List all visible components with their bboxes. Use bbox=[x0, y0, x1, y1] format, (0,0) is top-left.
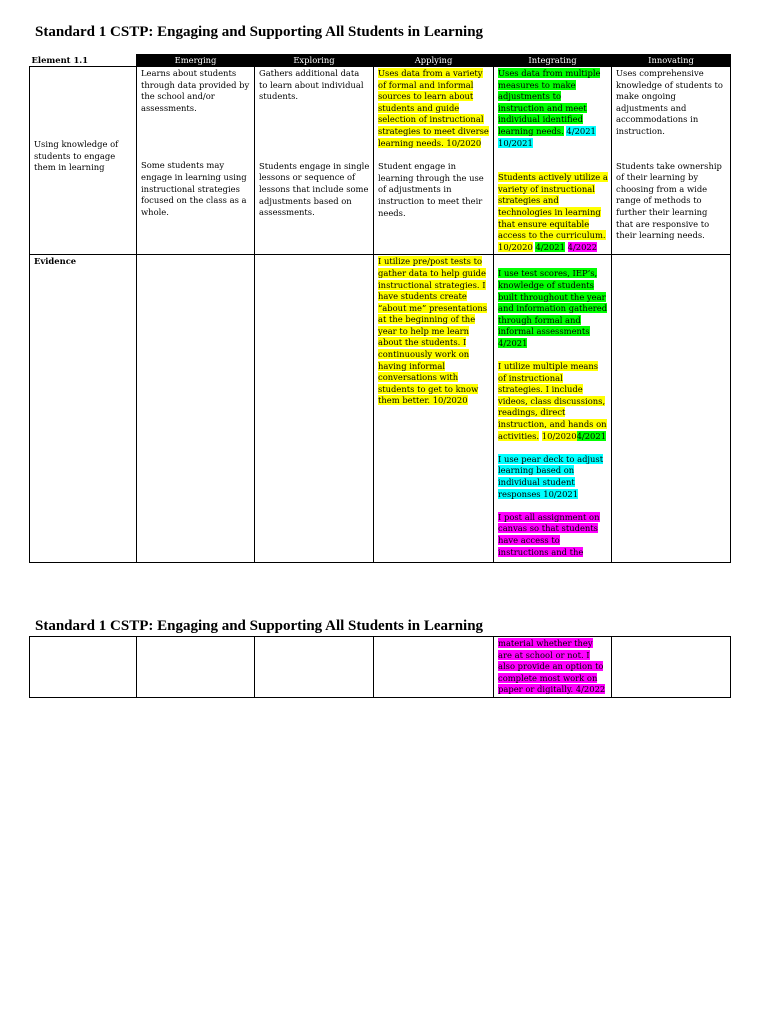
integrating-date-10-2020: 10/2020 bbox=[498, 241, 533, 252]
element-label: Element 1.1 bbox=[30, 55, 137, 67]
evidence-innovating-cell bbox=[612, 255, 731, 563]
evidence-emerging-cell bbox=[137, 255, 255, 563]
column-header-integrating: Integrating bbox=[494, 55, 612, 67]
innovating-cell bbox=[612, 67, 731, 255]
page-title-continued: Standard 1 CSTP: Engaging and Supporting All Students in Learning bbox=[35, 618, 484, 634]
evidence-applying-text: I utilize pre/post tests to gather data to help guide instructional strategies. I have students create “about me” presentations at the beginning of the year to help me learn about the students. I continuously work on having informal conversations with students to get to know them better. 10/2020 bbox=[378, 256, 488, 406]
integrating-date-4-2021: 4/2021 bbox=[566, 125, 596, 136]
continued-exploring-cell bbox=[255, 637, 374, 698]
evidence-exploring-cell bbox=[255, 255, 374, 563]
standard-table-continued bbox=[29, 636, 731, 698]
column-header-exploring: Exploring bbox=[255, 55, 374, 67]
innovating-description: Uses comprehensive knowledge of students to make ongoing adjustments and accommodations in instruction. bbox=[616, 68, 723, 136]
evidence-integrating-canvas: I post all assignment on canvas so that students have access to instructions and the bbox=[498, 511, 600, 557]
row-label: Using knowledge of students to engage them in learning bbox=[34, 139, 119, 173]
emerging-description: Learns about students through data provided by the school and/or assessments. bbox=[141, 68, 250, 113]
table-header-row bbox=[30, 55, 731, 67]
continued-integrating-cell bbox=[494, 637, 612, 698]
evidence-date-4-2021: 4/2021 bbox=[576, 430, 607, 441]
column-header-emerging: Emerging bbox=[137, 55, 255, 67]
evidence-integrating-cell bbox=[494, 255, 612, 563]
evidence-integrating-pear-deck: I use pear deck to adjust learning based on individual student responses 10/2021 bbox=[498, 453, 604, 499]
exploring-cell bbox=[255, 67, 374, 255]
integrating-date-4-2021-b: 4/2021 bbox=[535, 241, 565, 252]
standard-table bbox=[29, 54, 731, 563]
applying-cell bbox=[374, 67, 494, 255]
column-header-innovating: Innovating bbox=[612, 55, 731, 67]
evidence-date-10-2020: 10/2020 bbox=[541, 430, 577, 441]
continued-label-cell bbox=[30, 637, 137, 698]
innovating-student-engagement: Students take ownership of their learning by choosing from a wide range of methods to further their learning that are responsive to their learning needs. bbox=[616, 160, 722, 241]
integrating-description: Uses data from multiple measures to make adjustments to instruction and meet individual identified learning needs. bbox=[498, 68, 601, 136]
evidence-integrating-strategies: I utilize multiple means of instructional strategies. I include videos, class discussions, readings, direct instruction, and hands on activities. bbox=[498, 361, 607, 441]
emerging-student-engagement: Some students may engage in learning using instructional strategies focused on the class as a whole. bbox=[141, 160, 247, 217]
integrating-cell bbox=[494, 67, 612, 255]
evidence-integrating-assessments: I use test scores, IEP’s, knowledge of students built throughout the year and information gathered through formal and informal assessments 4/2021 bbox=[498, 268, 608, 348]
integrating-date-4-2022: 4/2022 bbox=[567, 241, 598, 252]
evidence-applying-cell bbox=[374, 255, 494, 563]
continued-emerging-cell bbox=[137, 637, 255, 698]
emerging-cell bbox=[137, 67, 255, 255]
exploring-student-engagement: Students engage in single lessons or sequence of lessons that include some adjustments based on assessments. bbox=[259, 160, 370, 218]
applying-student-engagement: Student engage in learning through the use of adjustments in instruction to meet their needs. bbox=[378, 161, 484, 218]
table-row bbox=[30, 67, 731, 255]
continued-innovating-cell bbox=[612, 637, 731, 698]
continued-applying-cell bbox=[374, 637, 494, 698]
integrating-date-10-2021: 10/2021 bbox=[498, 137, 533, 148]
exploring-description: Gathers additional data to learn about individual students. bbox=[259, 68, 364, 102]
column-header-applying: Applying bbox=[374, 55, 494, 67]
evidence-integrating-canvas-continued: material whether they are at school or not. I also provide an option to complete most work on paper or digitally. 4/2022 bbox=[498, 638, 606, 695]
table-row-continued bbox=[30, 637, 731, 698]
page-title: Standard 1 CSTP: Engaging and Supporting All Students in Learning bbox=[35, 24, 484, 40]
evidence-label: Evidence bbox=[34, 256, 77, 267]
row-label-cell bbox=[30, 67, 137, 255]
integrating-student-engagement: Students actively utilize a variety of instructional strategies and technologies in learning that ensure equitable access to the curriculum. bbox=[498, 172, 608, 241]
evidence-label-cell bbox=[30, 255, 137, 563]
table-row-evidence bbox=[30, 255, 731, 563]
applying-description: Uses data from a variety of formal and informal sources to learn about students and guide selection of instructional strategies to meet diverse learning needs. 10/2020 bbox=[378, 68, 489, 148]
